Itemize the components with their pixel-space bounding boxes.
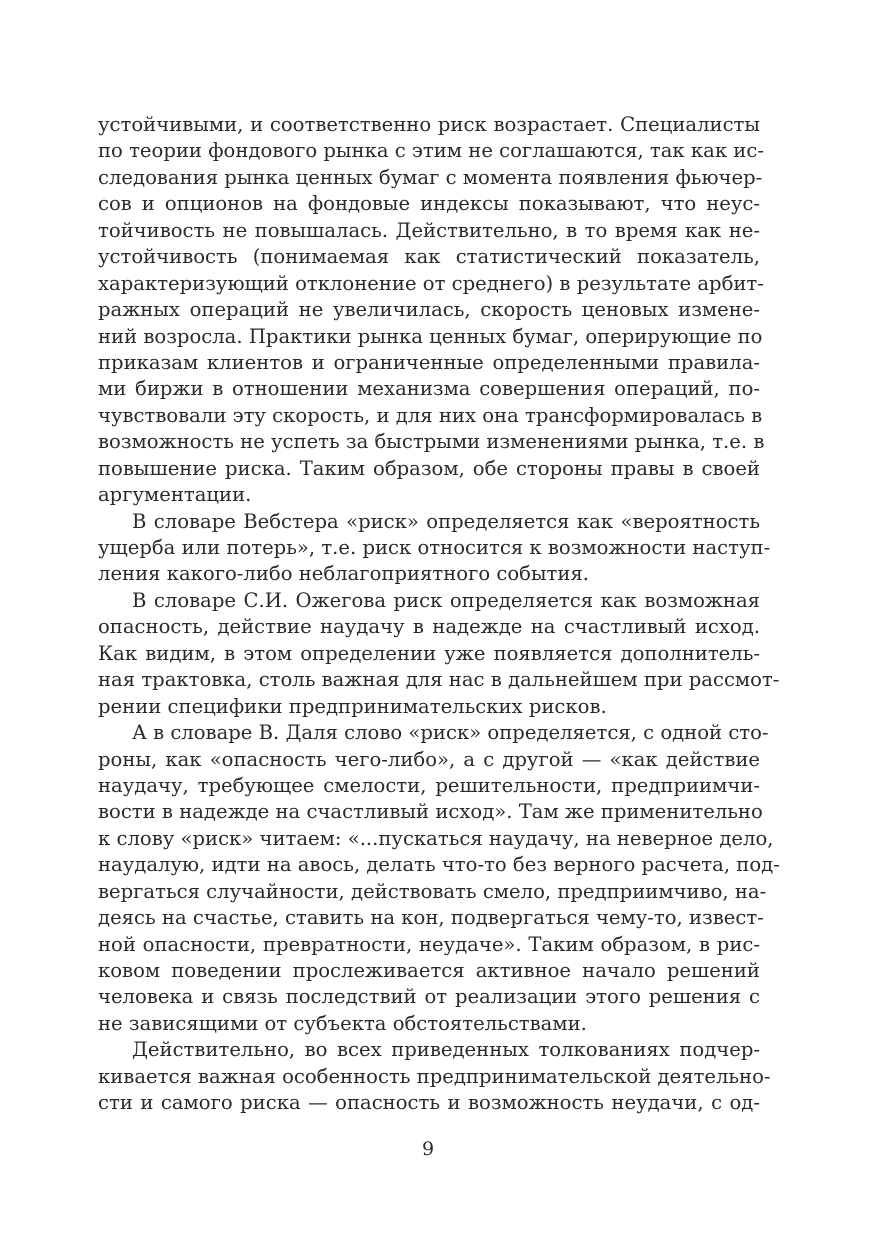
text-line: рении специфики предпринимательских рисков. bbox=[98, 694, 607, 718]
body-text bbox=[98, 112, 780, 1117]
text-line: кивается важная особенность предпринимательской деятельно- bbox=[98, 1064, 771, 1088]
text-line: ущерба или потерь», т.е. риск относится к возможности наступ- bbox=[98, 536, 771, 559]
text-line: приказам клиентов и ограниченные определенными правила- bbox=[98, 350, 760, 374]
text-line: человека и связь последствий от реализации этого решения с bbox=[98, 985, 760, 1009]
text-line: роны, как «опасность чего-либо», а с другой — «как действие bbox=[98, 747, 760, 771]
text-line: наудалую, идти на авось, делать что-то без верного расчета, под- bbox=[98, 853, 780, 877]
text-line: к слову «риск» читаем: «...пускаться наудачу, на неверное дело, bbox=[98, 826, 774, 850]
text-line: В словаре Вебстера «риск» определяется как «вероятность bbox=[132, 509, 760, 533]
text-line: деясь на счастье, ставить на кон, подвергаться чему-то, извест- bbox=[98, 906, 764, 930]
text-line: опасность, действие наудачу в надежде на счастливый исход. bbox=[98, 615, 760, 639]
text-line: ная трактовка, столь важная для нас в дальнейшем при рассмот- bbox=[98, 668, 780, 692]
text-line: Действительно, во всех приведенных толкованиях подчер- bbox=[132, 1038, 760, 1062]
text-line: по теории фондового рынка с этим не соглашаются, так как ис- bbox=[98, 139, 764, 163]
text-line: ления какого-либо неблагоприятного события. bbox=[98, 562, 590, 586]
text-line: повышение риска. Таким образом, обе стороны правы в своей bbox=[98, 456, 760, 480]
text-line: ми биржи в отношении механизма совершения операций, по- bbox=[98, 377, 760, 401]
text-line: чувствовали эту скорость, и для них она трансформировалась в bbox=[98, 403, 763, 427]
text-line: возможность не успеть за быстрыми изменениями рынка, т.е. в bbox=[98, 430, 765, 454]
text-line: устойчивыми, и соответственно риск возрастает. Специалисты bbox=[98, 113, 760, 136]
text-line: сти и самого риска — опасность и возможность неудачи, с од- bbox=[98, 1091, 760, 1115]
text-line: устойчивость (понимаемая как статистический показатель, bbox=[98, 245, 760, 269]
text-line: ражных операций не увеличилась, скорость ценовых измене- bbox=[98, 298, 760, 322]
text-line: В словаре С.И. Ожегова риск определяется как возможная bbox=[132, 588, 760, 612]
text-line: следования рынка ценных бумаг с момента появления фьючер- bbox=[98, 165, 763, 189]
text-line: ний возросла. Практики рынка ценных бумаг, оперирующие по bbox=[98, 324, 763, 348]
text-line: ковом поведении прослеживается активное начало решений bbox=[98, 959, 760, 982]
text-line: аргументации. bbox=[98, 483, 252, 507]
text-line: ной опасности, превратности, неудаче». Таким образом, в рис- bbox=[98, 932, 760, 956]
text-line: Как видим, в этом определении уже появляется дополнитель- bbox=[98, 641, 760, 665]
text-line: вости в надежде на счастливый исход». Там же применительно bbox=[98, 800, 763, 824]
text-line: А в словаре В. Даля слово «риск» определяется, с одной сто- bbox=[132, 721, 769, 745]
text-line: наудачу, требующее смелости, решительности, предприимчи- bbox=[98, 773, 760, 797]
text-line: тойчивость не повышалась. Действительно, в то время как не- bbox=[98, 218, 760, 242]
text-line: сов и опционов на фондовые индексы показывают, что неус- bbox=[98, 192, 760, 216]
text-line: вергаться случайности, действовать смело, предприимчиво, на- bbox=[98, 879, 767, 903]
text-line: не зависящими от субъекта обстоятельствами. bbox=[98, 1011, 587, 1035]
page-number: 9 bbox=[421, 1138, 435, 1160]
text-line: характеризующий отклонение от среднего) в результате арбит- bbox=[98, 271, 764, 295]
